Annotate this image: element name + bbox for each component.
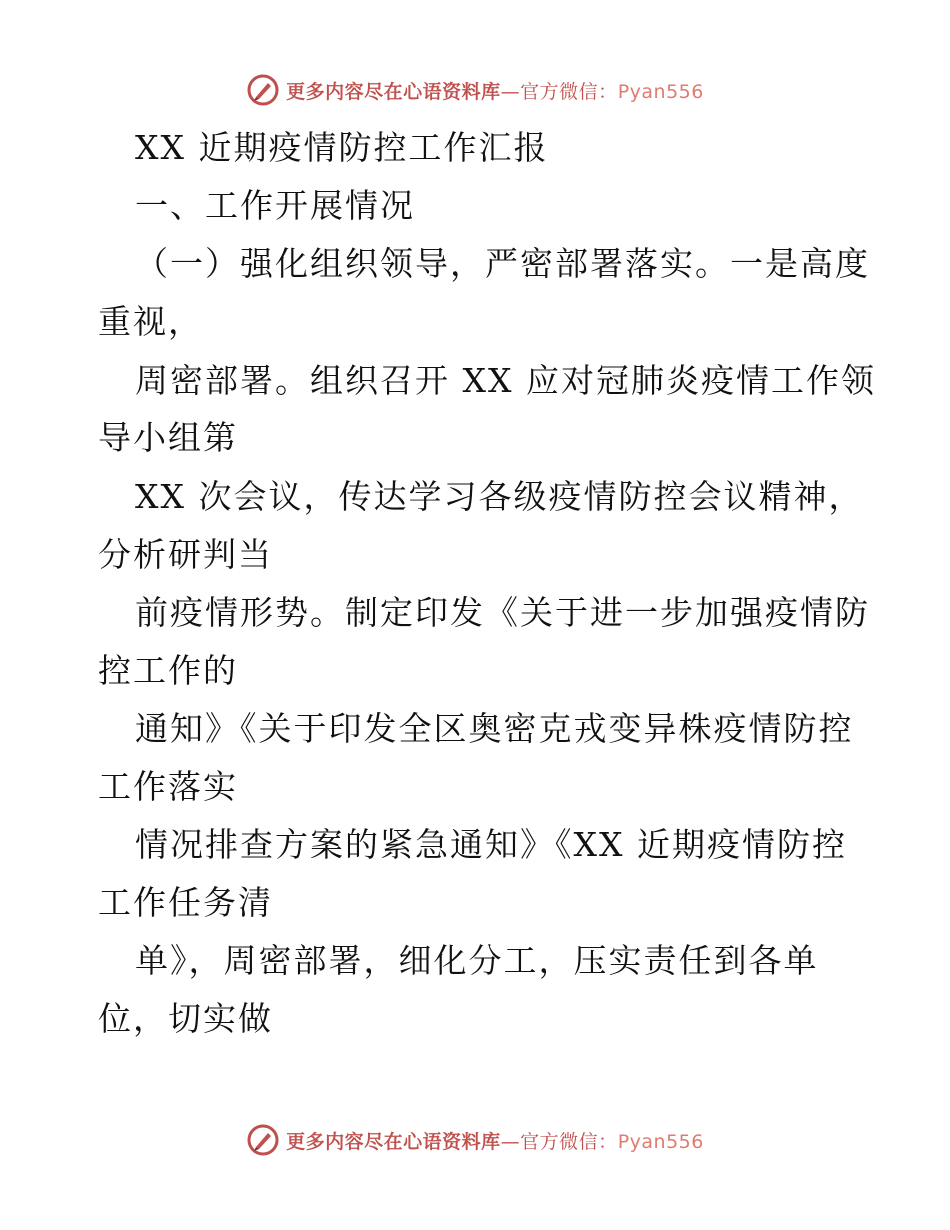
pen-logo-icon	[246, 1123, 280, 1157]
paragraph-line: 通知》《关于印发全区奥密克戎变异株疫情防控	[135, 709, 854, 748]
paragraph-line: 情况排查方案的紧急通知》《XX 近期疫情防控	[135, 825, 847, 864]
paragraph-line: 单》，周密部署，细化分工，压实责任到各单	[135, 941, 819, 980]
pen-logo-icon	[246, 73, 280, 107]
paragraph-line: 导小组第	[98, 418, 238, 457]
footer-watermark	[0, 1120, 950, 1160]
paragraph-line: 位，切实做	[98, 999, 273, 1038]
header-watermark	[0, 70, 950, 110]
paragraph-line: 周密部署。组织召开 XX 应对冠肺炎疫情工作领	[135, 361, 876, 400]
watermark-dash: —	[500, 80, 521, 103]
watermark-text	[286, 1127, 704, 1154]
document-title: XX 近期疫情防控工作汇报	[135, 128, 549, 167]
paragraph-line: 重视，	[98, 302, 203, 341]
paragraph-line: 工作落实	[98, 767, 238, 806]
paragraph-line: 分析研判当	[98, 535, 273, 574]
watermark-wechat-id: Pyan556	[617, 1130, 704, 1153]
paragraph-line: 工作任务清	[98, 883, 273, 922]
watermark-wechat-label: 官方微信：	[520, 80, 618, 103]
paragraph-line: 控工作的	[98, 651, 238, 690]
watermark-brand: 更多内容尽在心语资料库	[286, 1130, 501, 1153]
watermark-wechat-label: 官方微信：	[520, 1130, 618, 1153]
paragraph-line: （一）强化组织领导，严密部署落实。一是高度	[135, 244, 870, 283]
watermark-wechat-id: Pyan556	[617, 80, 704, 103]
paragraph-line: XX 次会议，传达学习各级疫情防控会议精神，	[135, 477, 864, 516]
watermark-text	[286, 77, 704, 104]
watermark-brand: 更多内容尽在心语资料库	[286, 80, 501, 103]
watermark-dash: —	[500, 1130, 521, 1153]
section-heading: 一、工作开展情况	[135, 186, 415, 225]
paragraph-line: 前疫情形势。制定印发《关于进一步加强疫情防	[135, 593, 870, 632]
